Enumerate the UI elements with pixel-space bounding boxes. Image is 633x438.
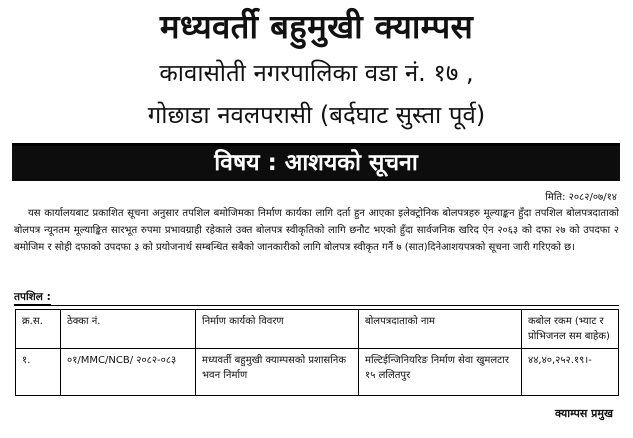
subject-text: विषय : आशयको सूचना bbox=[214, 150, 418, 176]
signature-title: क्याम्पस प्रमुख bbox=[555, 407, 613, 420]
header-bidder: बोलपत्रदाताको नाम bbox=[359, 310, 522, 349]
notice-date: मिति: २०८२/०७/१४ bbox=[545, 192, 617, 203]
subject-banner bbox=[12, 143, 620, 181]
address-line-1: कावासोती नगरपालिका वडा नं. १७ , bbox=[159, 59, 474, 87]
cell-contract-no: ०१/MMC/NCB/ २०८२-०८३ bbox=[61, 349, 196, 396]
campus-name: मध्यवर्ती बहुमुखी क्याम्पस bbox=[159, 7, 474, 46]
header-description: निर्माण कार्यको विवरण bbox=[196, 310, 359, 349]
address-line-2: गोछाडा नवलपरासी (बर्दघाट सुस्ता पूर्व) bbox=[147, 101, 486, 129]
cell-description: मध्यवर्ती बहुमुखी क्याम्पसको प्रशासनिक भवन निर्माण bbox=[196, 349, 359, 396]
notice-body: यस कार्यालयबाट प्रकाशित सूचना अनुसार तपशिल बमोजिमका निर्माण कार्यका लागि दर्ता हुन आएका इलेक्ट्रोनिक बोलपत्रहरु मूल्याङ्कन हुँदा तपशिल बोलपत्रदाताको बोलपत्र न्यूनतम मूल्याङ्कित सारभूत रुपमा प्रभावग्राही रहेकाले उक्त बोलपत्र स्वीकृतिको लागि छनौट भएको हुँदा सार्वजनिक खरिद ऐन २०६३ को दफा २७ को उपदफा २ बमोजिम र सोही दफाको उपदफा ३ को प्रयोजनार्थ सम्बन्धित सबैको जानकारीको लागि बोलपत्र स्वीकृत गर्नै ७ (सात)दिनेआशयपत्रको सूचना जारी गरिएको छ। bbox=[14, 208, 619, 253]
header-contract-no: ठेक्का नं. bbox=[61, 310, 196, 349]
cell-bidder: मल्टिईन्जिनियरिङ निर्माण सेवा खुमलटार १५ ललितपुर bbox=[359, 349, 522, 396]
contract-table bbox=[15, 309, 619, 396]
divider bbox=[14, 305, 619, 306]
table-row bbox=[16, 349, 619, 396]
header-amount: कबोल रकम (भ्याट र प्रोभिजनल सम बाहेक) bbox=[522, 310, 619, 349]
cell-amount: ४४,४०,२५२.१९।- bbox=[522, 349, 619, 396]
table-header-row bbox=[16, 310, 619, 349]
header-sn: क्र.स. bbox=[16, 310, 61, 349]
details-label: तपशिल : bbox=[14, 291, 51, 303]
cell-sn: १. bbox=[16, 349, 61, 396]
